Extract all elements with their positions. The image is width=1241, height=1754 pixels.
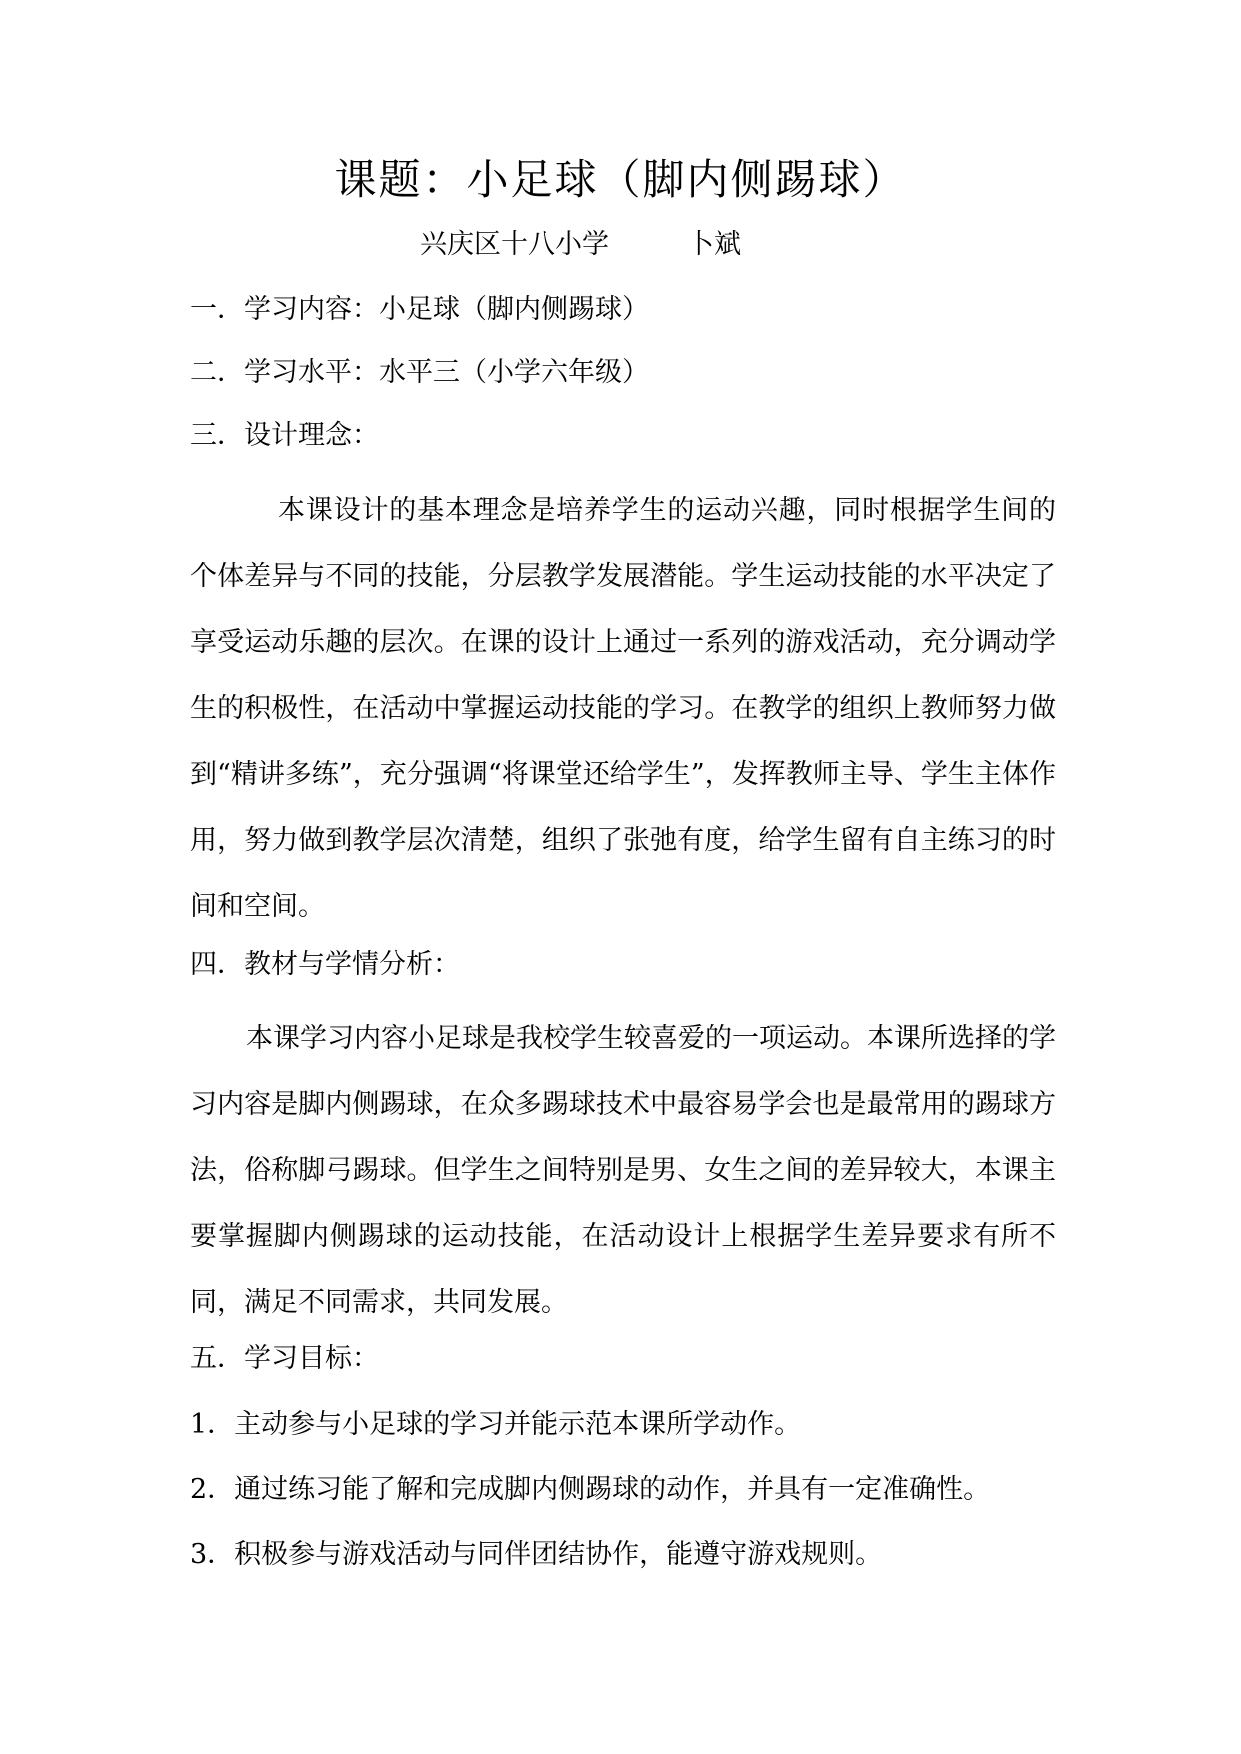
author-line (420, 225, 741, 265)
goal-item: 2．通过练习能了解和完成脚内侧踢球的动作，并具有一定准确性。 (190, 1474, 991, 1505)
concept-paragraph: 本课设计的基本理念是培养学生的运动兴趣，同时根据学生间的个体差异与不同的技能，分层教学发展潜能。学生运动技能的水平决定了享受运动乐趣的层次。在课的设计上通过一系列的游戏活动，充分调动学生的积极性，在活动中掌握运动技能的学习。在教学的组织上教师努力做到“精讲多练”，充分强调“将课堂还给学生”，发挥教师主导、学生主体作用，努力做到教学层次清楚，组织了张弛有度，给学生留有自主练习的时间和空间。 (190, 495, 1056, 922)
section-goals-heading: 五．学习目标： (190, 1343, 379, 1374)
goal-item: 3．积极参与游戏活动与同伴团结协作，能遵守游戏规则。 (190, 1539, 883, 1570)
school-name: 兴庆区十八小学 (420, 229, 609, 260)
section-analysis-heading: 四．教材与学情分析： (190, 949, 460, 980)
section-level: 二．学习水平：水平三（小学六年级） (190, 357, 649, 388)
page-title: 课题：小足球（脚内侧踢球） (334, 155, 907, 204)
author-name: 卜斌 (687, 229, 741, 260)
section-content: 一．学习内容：小足球（脚内侧踢球） (190, 294, 649, 325)
goal-item: 1．主动参与小足球的学习并能示范本课所学动作。 (190, 1409, 802, 1440)
analysis-paragraph: 本课学习内容小足球是我校学生较喜爱的一项运动。本课所选择的学习内容是脚内侧踢球，在众多踢球技术中最容易学会也是最常用的踢球方法，俗称脚弓踢球。但学生之间特别是男、女生之间的差异较大，本课主要掌握脚内侧踢球的运动技能，在活动设计上根据学生差异要求有所不同，满足不同需求，共同发展。 (190, 1023, 1056, 1318)
section-concept-heading: 三．设计理念： (190, 420, 379, 451)
